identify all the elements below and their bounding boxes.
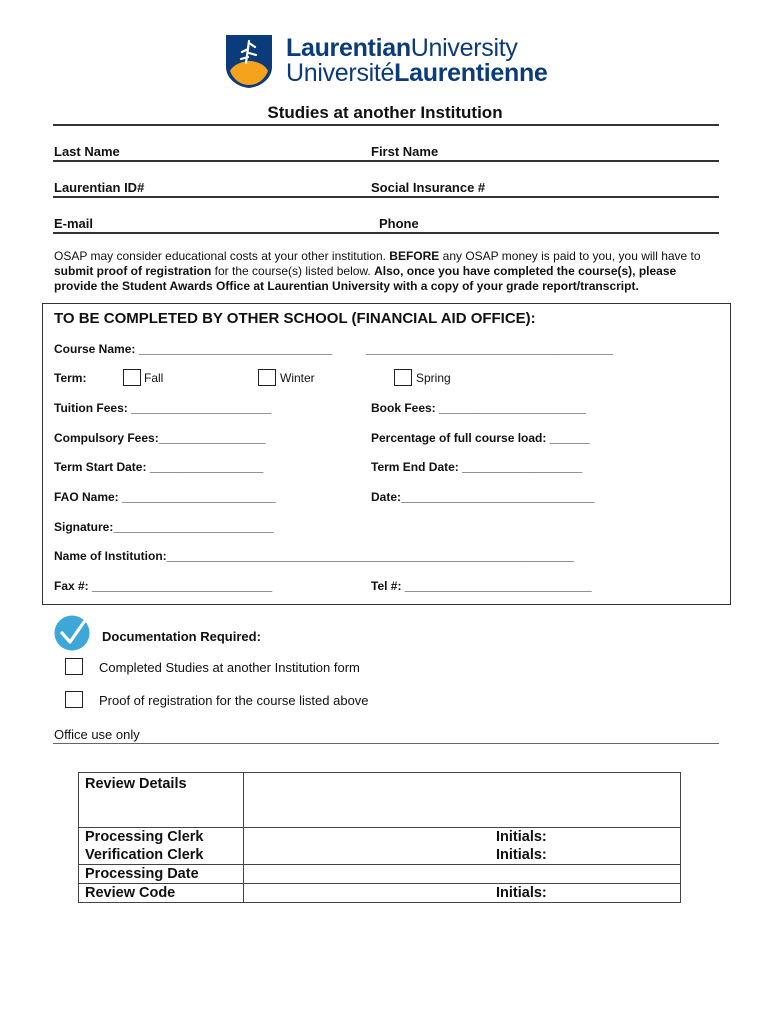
phone-label: Phone — [379, 216, 419, 231]
laurentian-id-label: Laurentian ID# — [54, 180, 145, 195]
last-name-label: Last Name — [54, 144, 120, 159]
title-rule — [53, 124, 719, 126]
notice-text-2: any OSAP money is paid to you, you will have to — [439, 249, 701, 263]
course-name-field-2[interactable]: _____________________________________ — [366, 342, 613, 356]
spring-label: Spring — [416, 371, 451, 385]
winter-checkbox[interactable] — [258, 369, 276, 386]
institution-field[interactable]: Name of Institution:_____________________________________________________________ — [54, 549, 574, 563]
id-field-line[interactable] — [53, 196, 719, 198]
processing-date-value[interactable] — [244, 865, 681, 884]
review-details-value[interactable] — [244, 773, 681, 828]
office-use-table — [78, 772, 681, 903]
review-code-label: Review Code — [79, 884, 244, 903]
fax-field[interactable]: Fax #: ___________________________ — [54, 579, 273, 593]
school-section-heading: TO BE COMPLETED BY OTHER SCHOOL (FINANCIAL AID OFFICE): — [54, 310, 536, 327]
notice-also: Also, once you have completed the course(s), please provide the Student Awards Office at Laurentian University with a copy of your grade report/transcript. — [54, 264, 677, 293]
notice-proof: submit proof of registration — [54, 264, 212, 278]
university-logo — [224, 33, 548, 93]
osap-notice — [54, 249, 722, 294]
office-use-rule — [53, 743, 719, 744]
tel-field[interactable]: Tel #: ____________________________ — [371, 579, 592, 593]
form-title: Studies at another Institution — [267, 103, 503, 122]
office-use-label: Office use only — [54, 727, 140, 742]
book-fees-field[interactable]: Book Fees: ______________________ — [371, 401, 586, 415]
notice-text-1: OSAP may consider educational costs at your other institution. — [54, 249, 390, 263]
fao-name-field[interactable]: FAO Name: _______________________ — [54, 490, 276, 504]
logo-line1-bold: Laurentian — [286, 34, 411, 62]
notice-before: BEFORE — [389, 249, 440, 263]
verification-clerk-initials: Initials: — [496, 847, 547, 863]
doc-item1-label: Completed Studies at another Institution form — [99, 660, 360, 675]
signature-field[interactable]: Signature:________________________ — [54, 520, 274, 534]
processing-clerk-text: Processing Clerk — [85, 829, 204, 845]
verification-clerk-text: Verification Clerk — [85, 847, 204, 863]
doc-item1-checkbox[interactable] — [65, 658, 83, 675]
winter-label: Winter — [280, 371, 315, 385]
term-start-field[interactable]: Term Start Date: _________________ — [54, 460, 264, 474]
sin-label: Social Insurance # — [371, 180, 486, 195]
review-code-initials[interactable]: Initials: — [244, 884, 681, 903]
logo-line2-light: Université — [286, 59, 395, 87]
review-details-label: Review Details — [79, 773, 244, 828]
checkmark-badge-icon — [53, 614, 91, 652]
email-label: E-mail — [54, 216, 94, 231]
percentage-load-field[interactable]: Percentage of full course load: ______ — [371, 431, 590, 445]
processing-clerk-label — [79, 828, 244, 865]
term-label: Term: — [54, 371, 87, 385]
spring-checkbox[interactable] — [394, 369, 412, 386]
processing-date-label: Processing Date — [79, 865, 244, 884]
name-field-line[interactable] — [53, 160, 719, 162]
logo-line1-light: University — [410, 34, 518, 62]
date-field[interactable]: Date:_____________________________ — [371, 490, 595, 504]
processing-clerk-initials: Initials: — [496, 829, 547, 845]
notice-text-3: for the course(s) listed below. — [211, 264, 375, 278]
logo-shield-icon — [224, 33, 274, 89]
documentation-heading: Documentation Required: — [102, 629, 261, 644]
fall-checkbox[interactable] — [123, 369, 141, 386]
fall-label: Fall — [144, 371, 164, 385]
doc-item2-label: Proof of registration for the course listed above — [99, 693, 369, 708]
course-name-field[interactable]: Course Name: _____________________________ — [54, 342, 333, 356]
first-name-label: First Name — [371, 144, 439, 159]
email-field-line[interactable] — [53, 232, 719, 234]
tuition-fees-field[interactable]: Tuition Fees: _____________________ — [54, 401, 272, 415]
clerk-initials-cell[interactable] — [244, 828, 681, 865]
compulsory-fees-field[interactable]: Compulsory Fees:________________ — [54, 431, 266, 445]
doc-item2-checkbox[interactable] — [65, 691, 83, 708]
term-end-field[interactable]: Term End Date: __________________ — [371, 460, 583, 474]
logo-line2-bold: Laurentienne — [394, 59, 548, 87]
